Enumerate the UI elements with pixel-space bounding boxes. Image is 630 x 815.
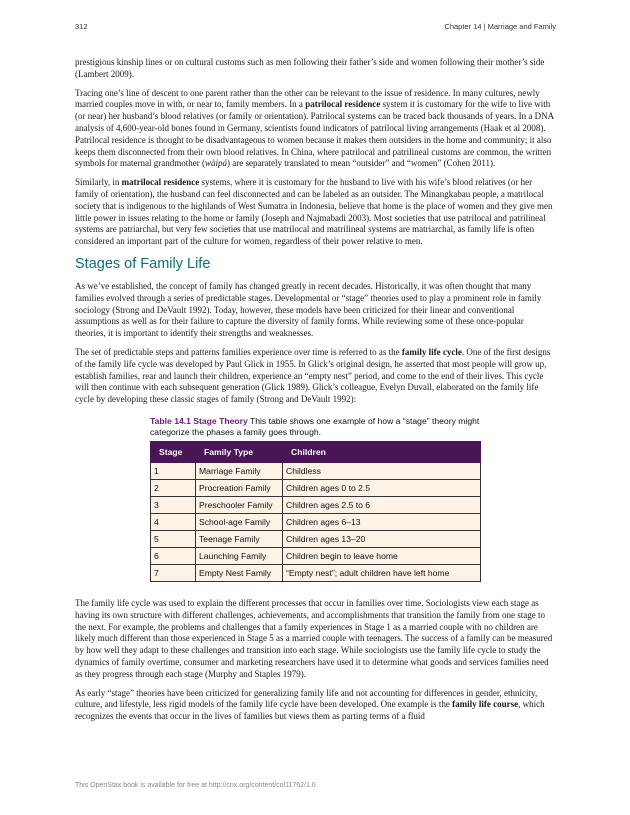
text-run: system it is customary for the wife to live with (or near) her husband’s blood relatives (or family or orientation). Patrilocal systems can be traced back thousands of years. In a DNA analysis of 4,600-year-old bones found in Germany, scientists found indicators of patrilocal living arrangements (Haak et al 2008). Patrilocal residence is thought to be disadvantageous to women because it makes them outsiders in the home and community; it also keeps them disconnected from their own blood relatives. In China, where patrilocal and patrilineal customs are common, the written symbols for maternal grandmother (	[75, 99, 554, 169]
text-run: prestigious kinship lines or on cultural customs such as men following their father’s side and women following their mother’s side (Lambert 2009).	[75, 57, 545, 79]
table-row	[151, 480, 481, 497]
cell-stage: 3	[151, 497, 196, 514]
cell-stage: 5	[151, 531, 196, 548]
text-run: systems, where it is customary for the husband to live with his wife’s blood relatives (or her family of orientation), the husband can feel disconnected and can be labeled as an outsider. The Minangkabau people, a matrilocal society that is indigenous to the highlands of West Sumatra in Indonesia, believe that home is the place of women and they give men little power in issues relating to the home or family (Joseph and Najmabadi 2003). Most societies that use patrilocal and patrilineal systems are patriarchal, but very few societies that use matrilocal and matrilineal systems are matriarchal, as family life is often considered an important part of the culture for women, regardless of their power relative to men.	[75, 177, 553, 247]
cell-stage: 4	[151, 514, 196, 531]
after-table-paragraphs	[75, 598, 556, 723]
key-term: family life cycle	[401, 346, 462, 357]
cell-children: Children ages 6–13	[283, 514, 481, 531]
text-run: As early “stage” theories have been criticized for generalizing family life and not accounting for differences in gender, ethnicity, culture, and lifestyle, less rigid models of the family life cycle have been developed. One example is the	[75, 687, 538, 710]
key-term: patrilocal residence	[305, 99, 381, 110]
cell-stage: 7	[151, 565, 196, 582]
cell-family-type: Launching Family	[196, 548, 283, 565]
paragraph	[75, 688, 556, 723]
chapter-title: Chapter 14 | Marriage and Family	[444, 22, 556, 31]
table-caption	[150, 416, 481, 438]
text-run: ) are separately translated to mean “outsider” and “women” (Cohen 2011).	[226, 158, 496, 169]
table-row	[151, 514, 481, 531]
cell-children: Childless	[283, 463, 481, 480]
cell-family-type: Teenage Family	[196, 531, 283, 548]
text-run: As we’ve established, the concept of family has changed greatly in recent decades. Historically, it was often thought that many families evolved through a series of predictable stages. Developmental or “stage” theories used to play a prominent role in family sociology (Strong and DeVault 1992). Today, however, these models have been criticized for their linear and conventional assumptions as well as for their failure to capture the diversity of family forms. While reviewing some of these once-popular theories, it is important to identify their strengths and weaknesses.	[75, 280, 542, 339]
paragraph	[75, 598, 556, 681]
cell-family-type: Preschooler Family	[196, 497, 283, 514]
cell-children: Children ages 0 to 2.5	[283, 480, 481, 497]
cell-family-type: Procreation Family	[196, 480, 283, 497]
paragraph	[75, 177, 556, 248]
italic-term: wàipá	[204, 158, 227, 169]
stages-paragraphs	[75, 281, 556, 406]
text-run: Similarly, in	[75, 177, 122, 188]
intro-paragraphs	[75, 57, 556, 248]
table-row	[151, 497, 481, 514]
stage-theory-table	[150, 441, 481, 582]
table-row	[151, 531, 481, 548]
paragraph	[75, 347, 556, 406]
header-children: Children	[283, 442, 481, 463]
paragraph	[75, 281, 556, 340]
text-run: , which recognizes the events that occur in the lives of families but views them as parting terms of a fluid	[75, 699, 545, 722]
header-stage: Stage	[151, 442, 196, 463]
table-region	[75, 407, 556, 730]
table-block	[150, 416, 481, 582]
text-run: The set of predictable steps and patterns families experience over time is referred to as the	[75, 346, 402, 357]
table-row	[151, 548, 481, 565]
text-run: . One of the first designs of the family life cycle was developed by Paul Glick in 1955. In Glick’s original design, he asserted that most people will grow up, establish families, rear and launch their children, experience an “empty nest” period, and come to the end of their lives. This cycle will then continue with each subsequent generation (Glick 1989). Glick’s colleague, Evelyn Duvall, elaborated on the family life cycle by developing these classic stages of family (Strong and DeVault 1992):	[75, 346, 551, 405]
paragraph	[75, 88, 556, 171]
text-run: The family life cycle was used to explain the different processes that occur in families over time. Sociologists view each stage as having its own structure with different challenges, achievements, and accomplishments that transition the family from one stage to the next. For example, the problems and challenges that a family experiences in Stage 1 as a married couple with no children are likely much different than those experienced in Stage 5 as a married couple with teenagers. The success of a family can be measured by how well they adapt to these challenges and transition into each stage. While sociologists use the family life cycle to study the dynamics of family overtime, consumer and marketing researchers have used it to determine what goods and services families need as they progress through each stage (Murphy and Staples 1979).	[75, 598, 553, 679]
paragraph	[75, 57, 556, 81]
cell-family-type: School-age Family	[196, 514, 283, 531]
section-heading: Stages of Family Life	[75, 255, 211, 272]
cell-family-type: Empty Nest Family	[196, 565, 283, 582]
cell-children: Children begin to leave home	[283, 548, 481, 565]
cell-children: Children ages 13–20	[283, 531, 481, 548]
cell-stage: 6	[151, 548, 196, 565]
page-content	[75, 57, 556, 413]
cell-children: Children ages 2.5 to 6	[283, 497, 481, 514]
page-footer: This OpenStax book is available for free at http://cnx.org/content/col11762/1.6	[75, 782, 316, 789]
header-family-type: Family Type	[196, 442, 283, 463]
cell-stage: 1	[151, 463, 196, 480]
page-header	[75, 22, 556, 34]
page-number: 312	[75, 22, 88, 31]
table-header-row	[151, 442, 481, 463]
key-term: family life course	[452, 699, 519, 710]
text-run: Tracing one’s line of descent to one parent rather than the other can be relevant to the issue of residence. In many cultures, newly married couples move in with, or near to, family members. In a	[75, 87, 540, 110]
cell-children: “Empty nest”; adult children have left home	[283, 565, 481, 582]
table-caption-label: Table 14.1 Stage Theory	[150, 416, 248, 426]
table-row	[151, 463, 481, 480]
table-caption-text: This table shows one example of how a “stage” theory might categorize the phases a family goes through.	[150, 416, 480, 437]
table-row	[151, 565, 481, 582]
cell-stage: 2	[151, 480, 196, 497]
cell-family-type: Marriage Family	[196, 463, 283, 480]
key-term: matrilocal residence	[121, 177, 200, 188]
